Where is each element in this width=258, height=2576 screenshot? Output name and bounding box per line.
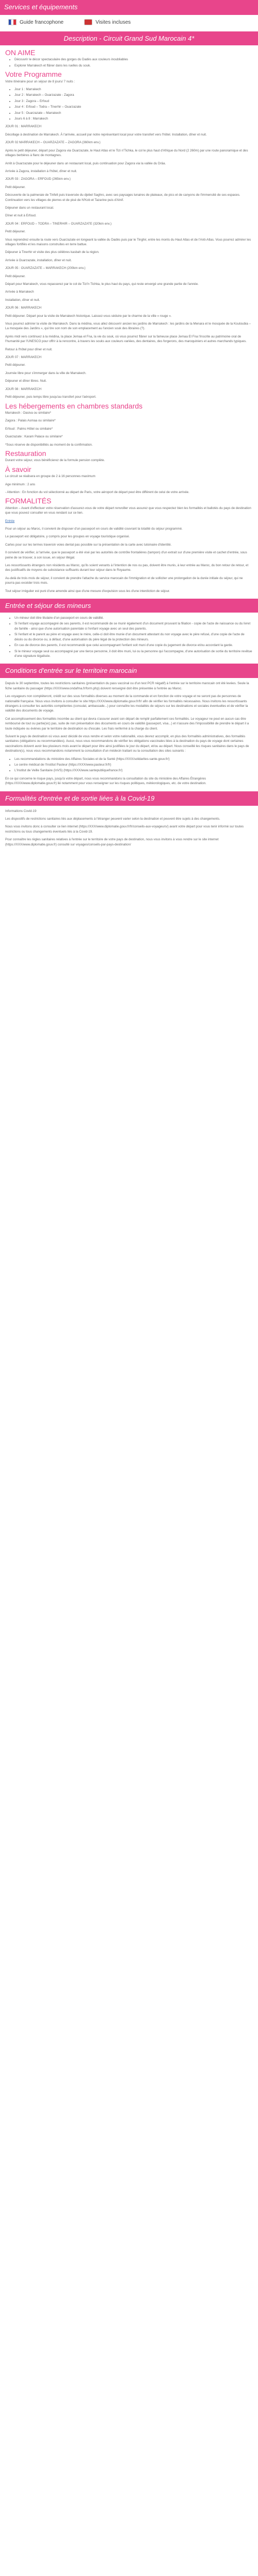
list-item: • Si l'enfant voyage accompagné de ses parents, il est recommandé de se munir également d'un document prouvant la filiation - copie de l'acte de naissance ou du livret de famille - ainsi que d'une autorisation parentale si l'enfant voyage avec un seul des parents. — [14, 621, 253, 631]
covid-text-2: Les dispositifs de restrictions sanitaires liés aux déplacements à l'étranger peuvent varier selon la destination et peuvent être sujets à des changements. — [5, 817, 220, 821]
hebergement-item: Marrakech : Oasiva ou similaire* — [5, 411, 52, 415]
day4-title: JOUR 04 : ERFOUD – TODRA – TINERHIR – OUARZAZATE (320km env.) — [5, 222, 112, 226]
day6-text-2: Vous pourrez admirer la visite de Marrakech. Dans la médina, vous allez découvrir ancien les jardins de Marrakech : les jardins de la Menara et le mosquée de la Koutoubia – La mosquée des Jardins », qui tire son nom de son emplacement au l'ancien souk des libraires (?). — [5, 322, 251, 331]
formalites-text-4: Cartes pour sur les termes traversin voies dental pas possible sur la présentation de la carte avec tutoinaire d'identité. — [5, 543, 172, 547]
day4-text-2: Vous reprendrez ensuite la route vers Ouarzazate en longeant la vallée du Dadès puis par le Tinghir, entre les monts du Haut Atlas et de l'Anti-Atlas. Vous pourrez admirer les villages fortifiés et les maisons construites en terre battue. — [5, 238, 251, 246]
mineurs-title: Entrée et séjour des mineurs — [5, 602, 91, 610]
conditions-band — [0, 664, 258, 678]
list-item: • Découvrir le décor spectaculaire des gorges du Dadès aux couleurs inoubliables — [14, 57, 253, 62]
list-item: • L'Institut de Veille Sanitaire (InVS) (https://XXX/www.santepubliquefrance.fr/) — [14, 768, 253, 773]
hebergement-item: Zagora : Palais Asmaa ou similaire* — [5, 419, 56, 423]
day4-text-1: Petit déjeuner. — [5, 230, 26, 234]
hebergement-item: Ouarzazate : Karam Palace ou similaire* — [5, 435, 63, 439]
covid-content — [0, 809, 258, 847]
a-savoir-title: À savoir — [5, 465, 31, 473]
formalites-text-1: Attention – Avant d'effectuer votre réservation d'assurez-vous de votre départ renvoiller vous assurez que vous respectez bien les formalités et ballotés du pays de destination que vous pouvez consulter en vous rendant sur ce lien. — [5, 506, 251, 515]
a-savoir-text-1: Le circuit se réalisera en groupe de 2 à 16 personnes maximum — [5, 474, 95, 479]
list-item: • Jour 1 : Marrakech — [14, 87, 253, 92]
day1-title: JOUR 01 : MARRAKECH — [5, 125, 42, 129]
conditions-text-5: En ce qui concerne le risque pays, jusqu'à votre départ, nous vous recommandons la consultation du site du ministère des Affaires Étrangères (https://XXX/www.diplomatie.gouv.fr) lié notamment pour vous renseigner sur les risques politiques, météorologiques, etc. de votre destination. — [5, 776, 206, 786]
description-title: Description - Circuit Grand Sud Marocain 4* — [63, 35, 195, 42]
day8-title: JOUR 08 : MARRAKECH — [5, 387, 42, 391]
conditions-content — [0, 681, 258, 786]
conditions-text-3: Cet accomplissement des formalités incombe au client qui devra s'assurer avant son départ de remplir parfaitement ces formalités. Le voyageur ne peut en aucun cas être remboursé de tout ou partie(sic) pas, suite de non présentation des documents en cours de validité (passeport, visa...) et n'assure des l'impossibilité de prendre le départ il a toute indiquée ou évènes par le territoire de destination ou d'escale. Les frais renfermé à la charge du client. — [5, 717, 249, 731]
day4-text-4: Arrivée à Ouarzazate, installation, dîner et nuit. — [5, 258, 72, 262]
list-item: • En cas de divorce des parents, il est recommandé que celui accompagnant l'enfant soit muni d'une copie du jugement de divorce et/ou accordant la garde. — [14, 643, 253, 648]
feature-visits — [84, 19, 131, 25]
list-item: • Jour 4 : Erfoud – Todra – Tinerhir – Ouarzazate — [14, 105, 253, 109]
day5-text-2: Départ pour Marrakech, vous repasserez par le col de Tizi'n Tichka, le plus haut du pays, qui reste envergé une grande partie de l'année. — [5, 282, 199, 286]
conditions-text-4: Suivant le pays de destination où vous avez décidé de vous rendre et selon votre nationalité, vous devrez accomplir, en plus des formalités administratives, des formalités sanitaires (obligations ou recommandées). Aussi, nous vous recommandons de vérifier les obligations vaccinales liées à la destination du pays de voyage dont certaines vaccinations doivent avoir lieu plusieurs mois avant le départ pour être ainsi justifiées le jour du départ, et/ou au départ. Nous conseillé les risques sanitaires dans le pays de destination(s), nous vous recommandons notamment la consultation d'un médecin traitant ou la consultation des sites suivants : — [5, 734, 249, 753]
feature-guide-label: Guide francophone — [20, 19, 64, 25]
mineurs-band — [0, 599, 258, 613]
day2-title: JOUR 02 MARRAKECH – OUARZAZATE – ZAGORA (360km env.) — [5, 141, 101, 145]
day7-title: JOUR 07 : MARRAKECH — [5, 355, 42, 360]
programme-title: Votre Programme — [5, 70, 62, 79]
list-item: • Explorer Marrakech et flâner dans les ruelles du souk. — [14, 63, 253, 68]
ticket-icon — [84, 19, 92, 25]
covid-band — [0, 791, 258, 806]
services-title: Services et équipements — [4, 3, 78, 11]
day5-text-4: Installation, dîner et nuit. — [5, 298, 40, 302]
hebergements-title: Les hébergements en chambres standards — [5, 401, 143, 410]
on-aime-list — [5, 57, 253, 68]
formalites-text-6: Les ressortissants étrangers non résidents au Maroc, qu'ils soient venants à l'intention de nos ou pas, doivent être munis, à leur entrée au Maroc, du bon retour de retour, et des justificatifs de moyens de subsistance suffisants durant leur séjour dans le Royaume. — [5, 564, 249, 572]
conditions-text-2: Les voyageurs non compléteront, crédit sur des sous formalités diverses au moment de la commande et en fonction de votre voyage et ne seront pas de personnes de nationalité française. Nous vous invitons à consulter le site https://XXX/www.diplomatie.gouv.fr/fr/ afin de vérifier les formalités nécessaires. Nous invitons les ressortissants étrangers à consulter les autorités compétentes (consulat, ambassade...) pour connaître les modalités de séjours sur les destinations et sociales éventuelles et de vérifier la validité des documents de voyage. — [5, 694, 248, 713]
a-savoir-text-3: - Attention : En fonction du vol sélectionné au départ de Paris, votre aéroport de départ peut être différent de celui de votre arrivée. — [5, 490, 189, 494]
restauration-text: Durant votre séjour, vous bénéficierez de la formule pension complète. — [5, 459, 105, 463]
day3-text-4: Dîner et nuit à Erfoud. — [5, 214, 37, 218]
description-band — [0, 31, 258, 45]
day6-text-4: Retour à l'hôtel pour dîner et nuit. — [5, 347, 53, 351]
feature-flags — [0, 15, 258, 28]
on-aime-title: ON AIME — [5, 48, 36, 57]
day4-text-3: Déjeuner à Tinerhir et visite des plus célèbres kasbah de la région. — [5, 250, 100, 255]
formalites-text-7: Au-delà de trois mois de séjour, il convient de prendre l'attache du service marocain de l'immigration et de solliciter une prolongation de la durée initiale du séjour, qui ne pourra pas excéder trois mois. — [5, 576, 243, 585]
day7-text-1: Petit déjeuner. — [5, 363, 26, 367]
list-item: • Le centre médical de l'Institut Pasteur (https://XXX/www.pasteur.fr/fr) — [14, 762, 253, 767]
mineurs-list — [5, 616, 253, 658]
formalites-text-2: Pour un séjour au Maroc, il convient de disposer d'un passeport en cours de validité couvrant la totalité du séjour programmé. — [5, 527, 183, 531]
day3-text-2: Découverte de la palmeraie de Tinfelt puis traversée du djebel Saghro, avec ses paysages lunaires de plateaux, de pics et de canyons de l'immensité de ses espaces. Continuation vers les villages de pierres et de pisé de N'Kob et Tazarine puis d'Alnif. — [5, 193, 240, 202]
conditions-text-1: Depuis le 30 septembre, toutes les restrictions sanitaires (présentation du pass vaccinal ou d'un test PCR négatif) à l'entrée sur le territoire marocain ont été levées. Seule la fiche sanitaire du passager (https://XXX/www.ondafma.fr/form.php) doivent renseigné doit être présentée à l'entrée au Maroc. — [5, 682, 249, 690]
day6-text-3: Après midi vers continuez à la médina, la place Jemaa el Fna, la vie du souk, où vous pourrez flâner sur la fameuse place Jemaa El Fna l'inscrite au patrimoine oral de l'humanité par l'UNESCO pour offrir à la rencontre, à travers les souks aux couleurs variées, des dentaires, des forgerons, des maroquiniers et autres marchands typiques. — [5, 334, 247, 344]
covid-text-4: Pour connaître les règles sanitaires relatives à l'entrée sur le territoire de votre pays de destination, nous vous invitons à vous rendre sur le site internet (https://XXX/www.diplomatie.gouv.fr) consulté sur voyages/conseils-par-pays-destination/ — [5, 838, 219, 846]
programme-days — [5, 87, 253, 121]
conditions-list — [5, 757, 253, 773]
list-item: • Un mineur doit être titulaire d'un passeport en cours de validité. — [14, 616, 253, 620]
feature-visits-label: Visites incluses — [95, 19, 131, 25]
feature-guide — [8, 19, 63, 25]
day2-text-2: Arrêt à Ouarzazate pour le déjeuner dans un restaurant local, puis continuation pour Zagora via la vallée du Drâa. — [5, 161, 166, 165]
day3-text-1: Petit déjeuner. — [5, 185, 26, 189]
list-item: • Les recommandations du ministère des Affaires Sociales et de la Santé (https://XXX/solidarites-sante.gouv.fr/) — [14, 757, 253, 761]
day1-text: Décollage à destination de Marrakech. À l'arrivée, accueil par notre représentant local pour votre transfert vers l'hôtel. Installation, dîner et nuit. — [5, 132, 207, 137]
day3-text-3: Déjeuner dans un restaurant local. — [5, 206, 54, 210]
a-savoir-text-2: Age minimum : 2 ans — [5, 482, 36, 486]
formalites-text-8: Tout séjour irrégulier est puni d'une amende ainsi que d'une mesure d'expulsion sous les d'une interdiction de séjour. — [5, 589, 170, 593]
hebergement-item: Erfoud : Palms Hôtel ou similaire* — [5, 427, 53, 431]
day7-text-2: Journée libre pour s'immerger dans la ville de Marrakech. — [5, 371, 87, 375]
content — [0, 50, 258, 594]
list-item: • Jours 6 à 8 : Marrakech — [14, 116, 253, 121]
list-item: • Jour 2 : Marrakech – Ouarzazate - Zagora — [14, 93, 253, 97]
formalites-text-3: Le passeport est obligatoire, y compris pour les groupes en voyage touristique organisé. — [5, 535, 130, 539]
day8-text-1: Petit déjeuner, puis temps libre jusqu'au transfert pour l'aéroport. — [5, 395, 96, 399]
entree-link[interactable]: Entrée — [5, 519, 15, 523]
restauration-title: Restauration — [5, 449, 46, 457]
list-item: • Si le mineur voyage seul ou accompagné par une tierce personne, il doit être muni, lui ou la personne qui l'accompagne, d'une autorisation de sortie du territoire revêtue d'une signature légalisée. — [14, 649, 253, 659]
french-flag-icon — [8, 19, 17, 25]
day2-text-3: Arrivée à Zagora, installation à l'hôtel, dîner et nuit. — [5, 169, 77, 173]
day5-text-1: Petit déjeuner. — [5, 274, 26, 278]
covid-text-3: Nous vous invitons donc à consulter ce lien internet (https://XXX/www.diplomatie.gouv.fr/fr/conseils-aux-voyageurs/) avant votre départ pour vous tenir informé sur toutes restrictions ou tous changements éventuels liés à la Covid-19. — [5, 825, 244, 834]
day6-text-1: Petit déjeuner. Départ pour la visite de Marrakech historique. Laissez-vous séduire par le charme de la ville « rouge ». — [5, 314, 172, 318]
list-item: • Jour 3 : Zagora – Erfoud — [14, 99, 253, 104]
day6-title: JOUR 06 : MARRAKECH — [5, 306, 42, 310]
formalites-title: FORMALITÉS — [5, 497, 52, 505]
conditions-title: Conditions d'entrée sur le territoire marocain — [5, 667, 137, 675]
covid-text-1: Informations Covid-19 — [5, 809, 37, 813]
mineurs-content — [0, 616, 258, 658]
day5-text-3: Arrivée à Marrakech — [5, 290, 34, 294]
services-band — [0, 0, 258, 15]
day2-text-1: Après le petit déjeuner, départ pour Zagora via Ouarzazate, le Haut Atlas et le Tizi n'Tichka, le col le plus haut d'Afrique du Nord (2 260m) par une route panoramique et des villages berbères à flanc de montagnes. — [5, 148, 248, 158]
hebergements-note: *Sous réserve de disponibilités au moment de la confirmation. — [5, 443, 93, 447]
programme-intro: Votre itinéraire pour un séjour de 8 jours/ 7 nuits : — [5, 79, 75, 83]
list-item: • Jour 5 : Ouarzazate – Marrakech — [14, 111, 253, 115]
day5-title: JOUR 05 : OUARZAZATE – MARRAKECH (200km env.) — [5, 266, 86, 270]
formalites-text-5: Il convient de vérifier, à l'arrivée, que le passeport a été visé par les autorités de contrôle frontalières (tampon) d'un extrait sur d'une première visite et cachet d'entrée, sous peine de se trouver, à son issue, en séjour illégal. — [5, 551, 247, 560]
day3-title: JOUR 03 : ZAGORA – ERFOUD (265km env.) — [5, 177, 71, 181]
covid-title: Formalités d'entrée et de sortie liées à la Covid-19 — [5, 794, 155, 802]
day7-text-3: Déjeuner et dîner libres. Nuit. — [5, 379, 47, 383]
list-item: • Si l'enfant et le parent au père et voyage avec le mère, celle-ci doit être munie d'un document attestant du non voyage avec le père refusé, d'une copie de l'acte de décès ou du divorce ou, à défaut, d'une autorisation du père légal de la protection des mineurs. — [14, 632, 253, 642]
